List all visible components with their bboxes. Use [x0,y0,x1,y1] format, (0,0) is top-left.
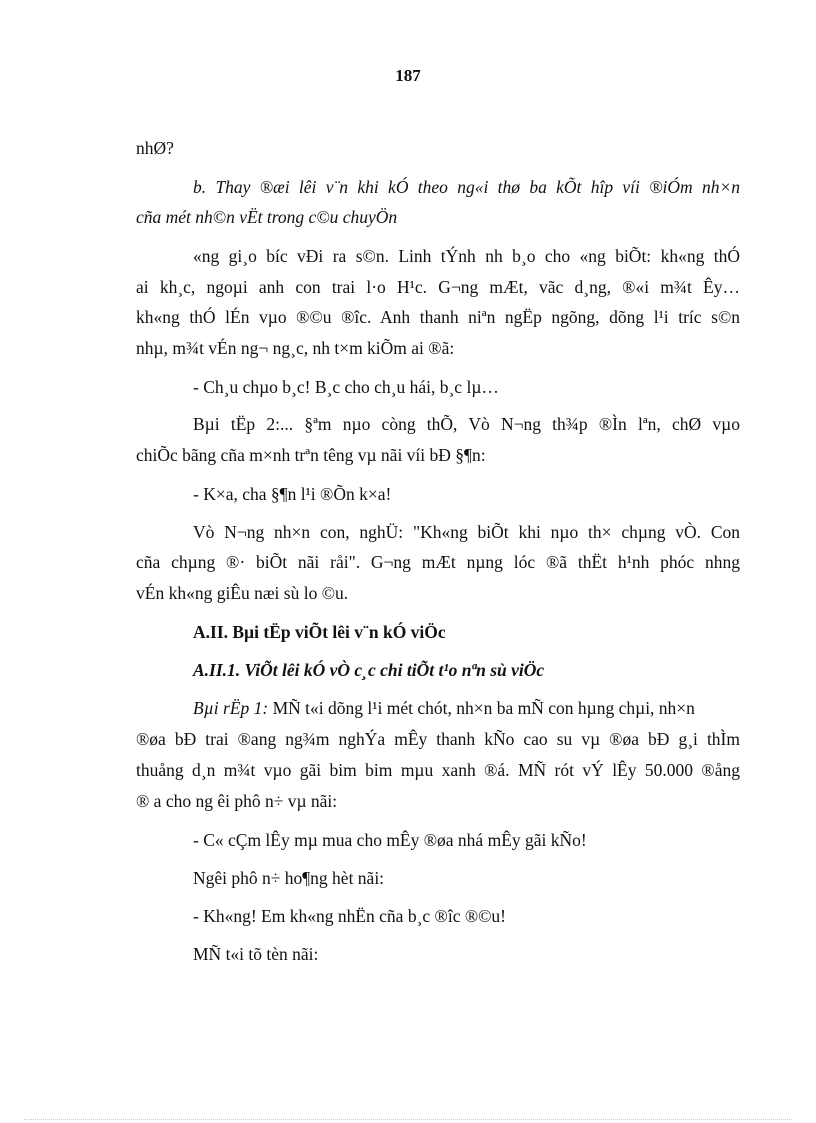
text-line: kh«ng thÓ lÉn vµo ®©u ®îc. Anh thanh niªn ngËp ngõng, dõng l¹i tríc s©n [136,307,740,327]
section-heading-italic: b. Thay ®æi lêi v¨n khi kÓ theo ng«i thø ba kÕt hîp víi ®iÓm nh×n [193,177,740,197]
text-line: ® a cho ng êi phô n÷ vµ nãi: [136,791,338,811]
text-line: thuång d¸n m¾t vµo gãi bim bim mµu xanh ®á. MÑ rót vÝ lÊy 50.000 ®ång [136,760,740,780]
text-line: nhµ, m¾t vÉn ng¬ ng¸c, nh t×m kiÕm ai ®ã: [136,338,455,358]
section-heading-italic: cña mét nh©n vËt trong c©u chuyÖn [136,207,398,227]
text-line: Ngêi phô n÷ ho¶ng hèt nãi: [193,868,385,888]
dialogue-line: - Ch¸u chµo b¸c! B¸c cho ch¸u hái, b¸c lµ… [193,377,499,397]
dialogue-line: - K×a, cha §¶n l¹i ®Õn k×a! [193,484,392,504]
bottom-divider [24,1119,792,1120]
section-heading-bold: A.II. Bµi tËp viÕt lêi v¨n kÓ viÖc [193,622,446,642]
text-line: cña chµng ®· biÕt nãi råi". G¬ng mÆt nµng lóc ®ã thËt h¹nh phóc nhng [136,552,740,572]
exercise-label: Bµi rËp 1: [193,698,269,718]
text-line: «ng gi¸o bíc vÐi ra s©n. Linh tÝnh nh b¸o cho «ng biÕt: kh«ng thÓ [193,246,740,266]
page-number: 187 [395,66,421,85]
text-line: vÉn kh«ng giÊu næi sù lo ©u. [136,583,349,603]
text-line: chiÕc bãng cña m×nh trªn têng vµ nãi víi bÐ §¶n: [136,445,486,465]
text-span: MÑ t«i dõng l¹i mét chót, nh×n ba mÑ con hµng chµi, nh×n [268,698,695,718]
text-line: Vò N¬ng nh×n con, nghÜ: "Kh«ng biÕt khi nµo th× chµng vÒ. Con [193,522,740,542]
text-line [193,697,740,719]
text-line: MÑ t«i tõ tèn nãi: [193,944,319,964]
dialogue-line: - Kh«ng! Em kh«ng nhËn cña b¸c ®îc ®©u! [193,906,507,926]
text-line: Bµi tËp 2:... §ªm nµo còng thÕ, Vò N¬ng th¾p ®Ìn lªn, chØ vµo [193,414,740,434]
text-line: ai kh¸c, ngoµi anh con trai l·o H¹c. G¬ng mÆt, vãc d¸ng, ®«i m¾t Êy… [136,277,740,297]
text-line: nhØ? [136,138,174,158]
subsection-heading: A.II.1. ViÕt lêi kÓ vÒ c¸c chi tiÕt t¹o nªn sù viÖc [193,660,545,680]
text-line: ®øa bÐ trai ®ang ng¾m nghÝa mÊy thanh kÑo cao su vµ ®øa bÐ g¸i thÌm [136,729,740,749]
dialogue-line: - C« cÇm lÊy mµ mua cho mÊy ®øa nhá mÊy gãi kÑo! [193,830,587,850]
